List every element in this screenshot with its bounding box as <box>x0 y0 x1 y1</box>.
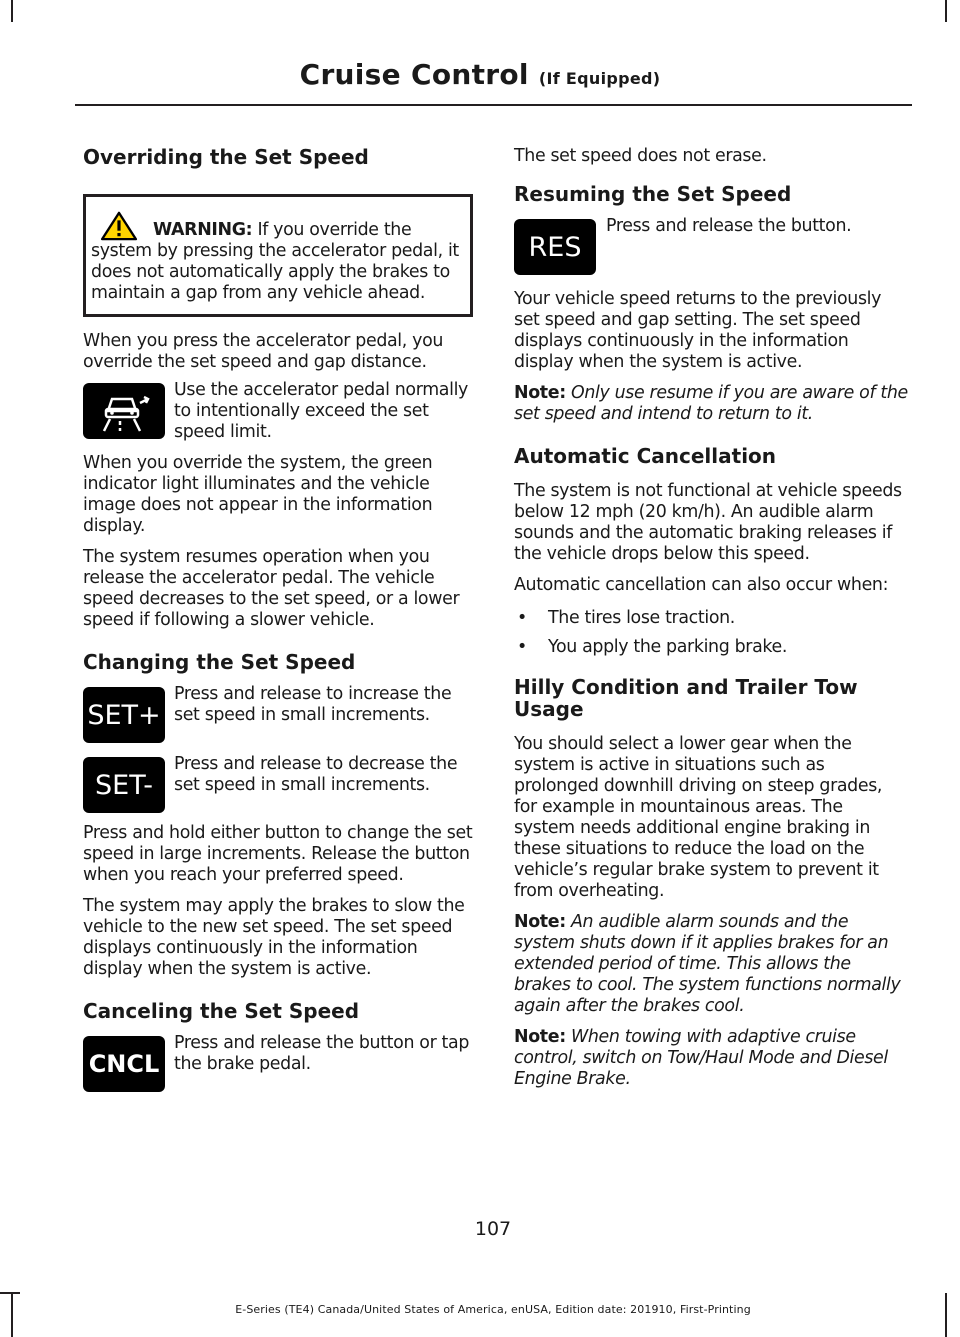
paragraph: Press and release the button. <box>606 216 852 236</box>
section-title-changing: Changing the Set Speed <box>83 650 356 674</box>
set-minus-button-icon: SET- <box>83 757 165 813</box>
set-minus-row <box>83 754 473 813</box>
list-item: • The tires lose traction. <box>517 608 735 628</box>
override-indicator-icon <box>83 383 165 439</box>
bullet-list <box>514 608 908 658</box>
paragraph: You should select a lower gear when the system is active in situations such as prolonged downhill driving on steep grades, for example in mountainous areas. The system needs additional engine braking in these situations to reduce the load on the vehicle’s regular brake system to prevent it from overheating. <box>514 734 883 901</box>
section-title-resuming: Resuming the Set Speed <box>514 182 792 206</box>
header-title: Cruise Control <box>299 58 529 91</box>
bullet-icon: • <box>517 637 527 657</box>
page-header <box>0 58 960 91</box>
paragraph: The system is not functional at vehicle speeds below 12 mph (20 km/h). An audible alarm sounds and the automatic braking releases if the vehicle drops below this speed. <box>514 481 902 564</box>
header-subtitle: (If Equipped) <box>538 69 661 88</box>
paragraph: Press and release to decrease the set speed in small increments. <box>174 754 458 795</box>
footer-edition-text: E-Series (TE4) Canada/United States of America, enUSA, Edition date: 201910, First-Printing <box>235 1303 751 1316</box>
paragraph: When you press the accelerator pedal, you override the set speed and gap distance. <box>83 331 444 372</box>
warning-icon <box>99 211 139 241</box>
bullet-icon: • <box>517 608 527 628</box>
cncl-row <box>83 1033 473 1092</box>
paragraph: The system may apply the brakes to slow the vehicle to the new set speed. The set speed displays continuously in the information display when the system is active. <box>83 896 465 979</box>
left-column <box>83 146 473 1102</box>
section-title-automatic-cancellation: Automatic Cancellation <box>514 444 777 468</box>
section-title-hilly-condition: Hilly Condition and Trailer Tow Usage <box>514 675 858 721</box>
set-plus-row <box>83 684 473 743</box>
set-plus-button-icon: SET+ <box>83 687 165 743</box>
note <box>514 912 908 1017</box>
warning-box <box>83 194 473 317</box>
page-number: 107 <box>474 1218 512 1240</box>
res-button-icon: RES <box>514 219 596 275</box>
crop-mark-bottom-left-h <box>0 1292 20 1294</box>
right-column <box>514 146 908 1100</box>
note-label: Note: <box>514 912 566 932</box>
section-title-canceling: Canceling the Set Speed <box>83 999 360 1023</box>
warning-text: If you override the system by pressing the accelerator pedal, it does not automatically apply the brakes to maintain a gap from any vehicle ahead. <box>91 220 459 303</box>
paragraph: Use the accelerator pedal normally to intentionally exceed the set speed limit. <box>174 380 468 442</box>
paragraph: The system resumes operation when you release the accelerator pedal. The vehicle speed decreases to the set speed, or a lower speed if following a slower vehicle. <box>83 547 460 630</box>
paragraph: Press and hold either button to change the set speed in large increments. Release the button when you reach your preferred speed. <box>83 823 473 885</box>
cncl-button-icon: CNCL <box>83 1036 165 1092</box>
note-text: An audible alarm sounds and the system shuts down if it applies brakes for an extended period of time. This allows the brakes to cool. The system functions normally again after the brakes cool. <box>514 912 901 1016</box>
warning-label: WARNING: <box>153 220 253 240</box>
override-icon-row <box>83 380 473 443</box>
paragraph: Press and release to increase the set speed in small increments. <box>174 684 452 725</box>
res-row <box>514 216 908 275</box>
note-text: When towing with adaptive cruise control, switch on Tow/Haul Mode and Diesel Engine Brake. <box>514 1027 888 1089</box>
paragraph: Automatic cancellation can also occur when: <box>514 575 889 595</box>
note-label: Note: <box>514 1027 566 1047</box>
header-rule <box>75 104 912 106</box>
note-label: Note: <box>514 383 566 403</box>
crop-mark-top-right <box>945 0 947 22</box>
vehicle-override-icon <box>94 389 154 433</box>
section-title-overriding: Overriding the Set Speed <box>83 145 369 169</box>
note <box>514 383 908 425</box>
list-item: • You apply the parking brake. <box>517 637 788 657</box>
note <box>514 1027 908 1090</box>
paragraph: When you override the system, the green indicator light illuminates and the vehicle image does not appear in the information display. <box>83 453 433 536</box>
paragraph: Your vehicle speed returns to the previously set speed and gap setting. The set speed displays continuously in the information display when the system is active. <box>514 289 882 372</box>
paragraph: Press and release the button or tap the brake pedal. <box>174 1033 470 1074</box>
crop-mark-top-left <box>11 0 13 22</box>
note-text: Only use resume if you are aware of the set speed and intend to return to it. <box>514 383 908 424</box>
paragraph: The set speed does not erase. <box>514 146 767 166</box>
